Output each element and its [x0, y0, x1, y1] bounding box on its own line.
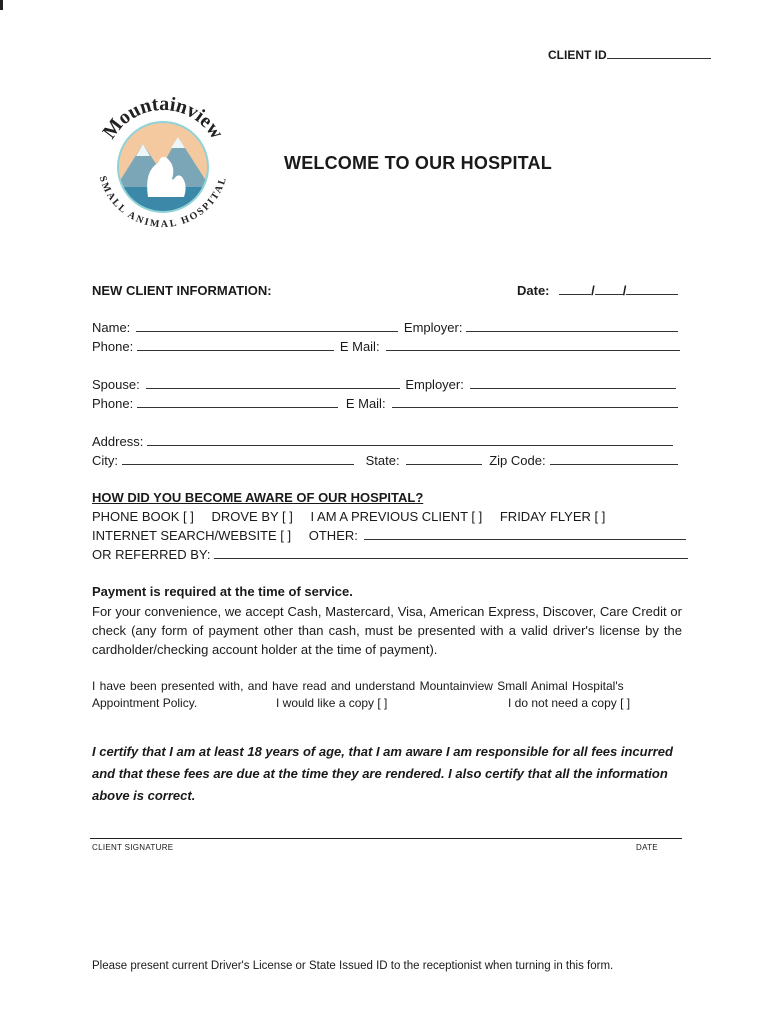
policy-line-2 [92, 696, 197, 710]
phone-row [92, 339, 680, 354]
spouse-row [92, 377, 676, 392]
client-id-field [548, 47, 711, 62]
previous-client-option[interactable]: I AM A PREVIOUS CLIENT [ ] [310, 509, 483, 524]
spouse-employer-label: Employer: [405, 377, 464, 392]
policy-label: Appointment Policy. [92, 696, 198, 710]
certification-text: I certify that I am at least 18 years of age, that I am aware I am responsible for all fees incurred and that these fees are due at the time they are rendered. I also certify that all the information above is correct. [92, 744, 673, 803]
scan-corner-mark [0, 0, 3, 10]
policy-line-1: I have been presented with, and have read and understand Mountainview Small Animal Hospital's [92, 679, 624, 693]
date-year-input[interactable] [626, 283, 678, 295]
spouse-input[interactable] [146, 377, 400, 389]
payment-body: For your convenience, we accept Cash, Mastercard, Visa, American Express, Discover, Care Credit or check (any form of payment other than cash, must be presented with a valid driver's license by the cardholder/checking account holder at the time of payment). [92, 604, 682, 657]
spouse-email-label: E Mail: [345, 396, 386, 411]
page-title: WELCOME TO OUR HOSPITAL [284, 153, 552, 173]
state-label: State: [365, 453, 400, 468]
spouse-phone-row [92, 396, 678, 411]
internet-option[interactable]: INTERNET SEARCH/WEBSITE [ ] [92, 528, 292, 543]
other-label: OTHER: [308, 528, 358, 543]
drove-by-option[interactable]: DROVE BY [ ] [211, 509, 293, 524]
spouse-label: Spouse: [92, 377, 140, 392]
city-row [92, 453, 678, 468]
footer-note: Please present current Driver's License or State Issued ID to the receptionist when turning in this form. [92, 960, 614, 972]
name-label: Name: [92, 320, 131, 335]
awareness-row-2 [92, 528, 686, 543]
spouse-phone-input[interactable] [137, 396, 338, 408]
referred-input[interactable] [214, 547, 688, 559]
zip-label: Zip Code: [489, 453, 546, 468]
copy-yes-option[interactable]: I would like a copy [ ] [276, 696, 388, 710]
state-input[interactable] [406, 453, 482, 465]
awareness-heading: HOW DID YOU BECOME AWARE OF OUR HOSPITAL? [92, 490, 424, 505]
referred-row [92, 547, 688, 562]
signature-label: CLIENT SIGNATURE [92, 843, 174, 852]
employer-input[interactable] [466, 320, 678, 332]
client-info-heading: NEW CLIENT INFORMATION: [92, 283, 272, 298]
zip-input[interactable] [550, 453, 678, 465]
hospital-logo [88, 92, 238, 242]
address-label: Address: [92, 434, 144, 449]
spouse-email-input[interactable] [392, 396, 678, 408]
phone-label: Phone: [92, 339, 134, 354]
email-label: E Mail: [339, 339, 380, 354]
signature-date-label: DATE [636, 843, 658, 852]
signature-line[interactable] [90, 838, 682, 839]
address-row [92, 434, 673, 449]
city-input[interactable] [122, 453, 354, 465]
copy-no-option[interactable]: I do not need a copy [ ] [508, 696, 631, 710]
date-month-input[interactable] [559, 283, 591, 295]
email-input[interactable] [386, 339, 680, 351]
client-id-label: CLIENT ID [548, 48, 607, 62]
client-id-input[interactable] [607, 47, 711, 59]
spouse-phone-label: Phone: [92, 396, 134, 411]
friday-flyer-option[interactable]: FRIDAY FLYER [ ] [499, 509, 606, 524]
phone-book-option[interactable]: PHONE BOOK [ ] [92, 509, 194, 524]
logo-top-text: Mountainview [98, 92, 228, 143]
referred-label: OR REFERRED BY: [92, 547, 211, 562]
other-input[interactable] [364, 528, 686, 540]
date-day-input[interactable] [595, 283, 623, 295]
payment-heading: Payment is required at the time of service. [92, 584, 353, 599]
date-label: Date: [517, 283, 550, 298]
name-input[interactable] [136, 320, 398, 332]
address-input[interactable] [147, 434, 673, 446]
phone-input[interactable] [137, 339, 334, 351]
name-row [92, 320, 678, 335]
city-label: City: [92, 453, 118, 468]
spouse-employer-input[interactable] [470, 377, 676, 389]
date-field: Date: / / [517, 283, 678, 298]
logo-side-text: SMALL ANIMAL HOSPITAL [96, 174, 230, 231]
employer-label: Employer: [403, 320, 463, 335]
awareness-row-1 [92, 509, 605, 524]
